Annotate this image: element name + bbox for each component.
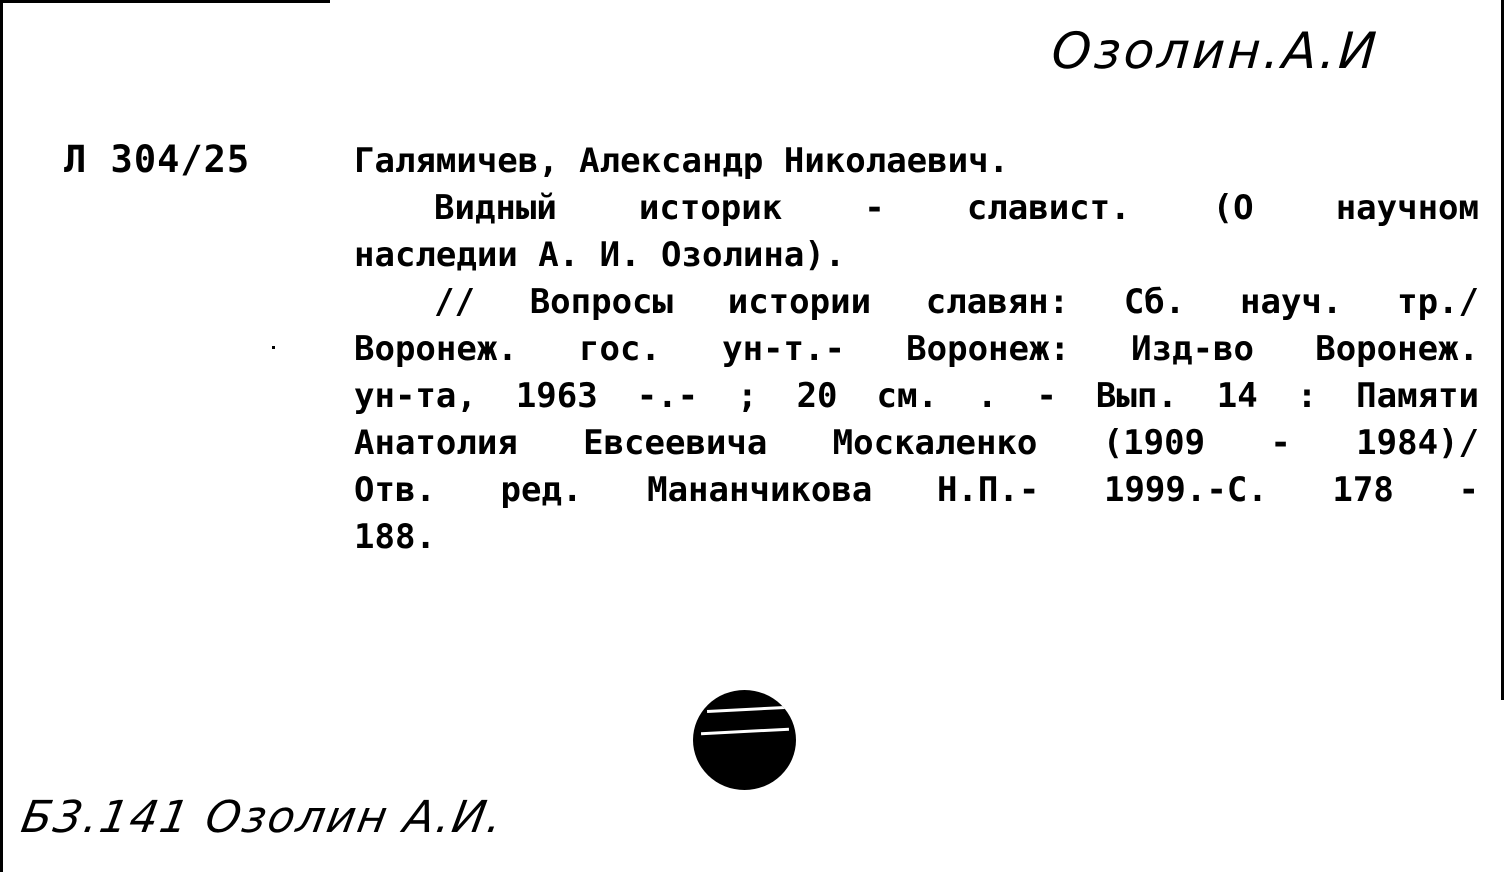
entry-source-line-1: // Вопросы истории славян: Сб. науч. тр./ (434, 282, 1479, 322)
entry-source-line-4: Анатолия Евсеевича Москаленко (1909 - 1984)/ (354, 423, 1479, 463)
ink-speck (272, 346, 275, 349)
hole-streak (701, 728, 789, 736)
handwritten-heading: Озолин.А.И (1049, 22, 1382, 80)
entry-title-line-2: наследии А. И. Озолина). (354, 235, 846, 275)
entry-source-line-2: Воронеж. гос. ун-т.- Воронеж: Изд-во Воронеж. (354, 329, 1479, 369)
entry-author: Галямичев, Александр Николаевич. (354, 141, 1010, 181)
bibliographic-entry (354, 138, 1479, 561)
entry-source-line-3: ун-та, 1963 -.- ; 20 см. . - Вып. 14 : Памяти (354, 376, 1479, 416)
entry-source-line-6: 188. (354, 517, 436, 557)
entry-source-line-5: Отв. ред. Мананчикова Н.П.- 1999.-С. 178 - (354, 470, 1479, 510)
hole-streak (707, 706, 785, 713)
entry-title-line-1: Видный историк - славист. (О научном (434, 188, 1479, 228)
handwritten-call-number: Б3.141 Озолин А.И. (17, 792, 509, 843)
card-left-edge (0, 0, 3, 872)
card-top-edge (0, 0, 330, 3)
card-punch-hole (693, 690, 796, 790)
shelfmark: Л 304/25 (64, 138, 251, 181)
